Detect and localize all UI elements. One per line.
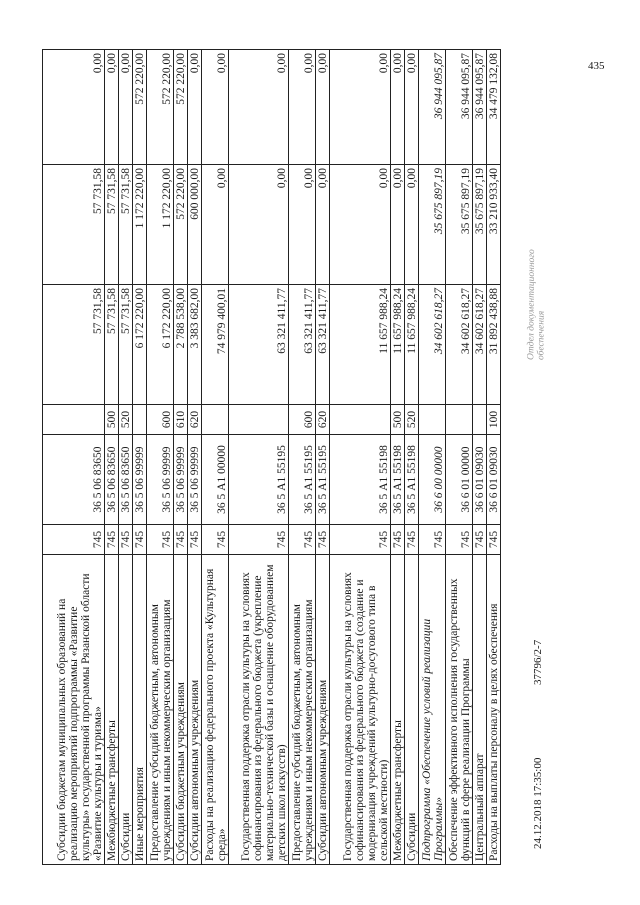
row-value-2019: 6 172 220,00 <box>133 285 147 405</box>
row-value-2021: 0,00 <box>289 50 316 165</box>
row-value-2021: 572 220,00 <box>174 50 188 165</box>
row-value-2021: 572 220,00 <box>147 50 174 165</box>
row-code: 745 <box>202 525 229 555</box>
row-name: Субсидии <box>119 555 133 865</box>
row-value-2020: 1 172 220,00 <box>147 165 174 285</box>
page-number: 435 <box>588 60 605 72</box>
table-row <box>330 50 391 865</box>
row-code: 745 <box>229 525 289 555</box>
footer-code: 37796/2-7 <box>532 639 544 685</box>
table-row <box>43 50 105 865</box>
row-target-article: 36 5 06 83650 <box>119 435 133 525</box>
row-code: 745 <box>316 525 330 555</box>
row-value-2020: 1 172 220,00 <box>133 165 147 285</box>
row-expense-type: 600 <box>289 405 316 435</box>
row-value-2020: 35 675 897,19 <box>419 165 446 285</box>
row-code: 745 <box>188 525 202 555</box>
row-value-2021: 0,00 <box>316 50 330 165</box>
row-name: Государственная поддержка отрасли культуры на условиях софинансирования из федерального бюджета (создание и модернизация учреждений культурно-досугового типа в сельской местности) <box>330 555 391 865</box>
row-name: Межбюджетные трансферты <box>105 555 119 865</box>
row-value-2019: 31 892 438,88 <box>487 285 501 405</box>
row-code: 745 <box>43 525 105 555</box>
row-value-2020: 572 220,00 <box>174 165 188 285</box>
row-expense-type: 520 <box>119 405 133 435</box>
row-value-2019: 63 321 411,77 <box>229 285 289 405</box>
table-row <box>133 50 147 865</box>
row-expense-type <box>229 405 289 435</box>
row-target-article: 36 5 06 99999 <box>174 435 188 525</box>
row-target-article: 36 5 А1 55195 <box>316 435 330 525</box>
row-value-2019: 63 321 411,77 <box>289 285 316 405</box>
row-target-article: 36 6 01 09030 <box>487 435 501 525</box>
row-target-article: 36 5 А1 55198 <box>405 435 419 525</box>
rotated-content <box>42 50 592 865</box>
table-row <box>487 50 501 865</box>
table-row <box>289 50 316 865</box>
row-target-article: 36 5 А1 55198 <box>391 435 405 525</box>
table-row <box>119 50 133 865</box>
row-code: 745 <box>405 525 419 555</box>
row-value-2019: 34 602 618,27 <box>473 285 487 405</box>
stamp-line-2: обеспечения <box>536 310 547 361</box>
table-row <box>229 50 289 865</box>
row-expense-type: 620 <box>188 405 202 435</box>
table-row <box>147 50 174 865</box>
row-value-2021: 36 944 095,87 <box>419 50 446 165</box>
row-value-2020: 57 731,58 <box>105 165 119 285</box>
row-expense-type: 620 <box>316 405 330 435</box>
row-value-2019: 34 602 618,27 <box>446 285 473 405</box>
table-row <box>473 50 487 865</box>
row-name: Государственная поддержка отрасли культуры на условиях софинансирования из федерального бюджета (укрепление материально-технической базы и оснащение оборудованием детских школ искусств) <box>229 555 289 865</box>
footer-timestamp: 24.12.2018 17:35:00 <box>532 757 544 849</box>
table-row <box>446 50 473 865</box>
row-expense-type <box>446 405 473 435</box>
row-name: Субсидии <box>405 555 419 865</box>
table-row <box>188 50 202 865</box>
row-value-2020: 0,00 <box>405 165 419 285</box>
row-expense-type <box>43 405 105 435</box>
row-target-article: 36 5 06 83650 <box>105 435 119 525</box>
row-value-2019: 3 383 682,00 <box>188 285 202 405</box>
row-value-2021: 0,00 <box>43 50 105 165</box>
row-value-2020: 600 000,00 <box>188 165 202 285</box>
budget-table <box>42 49 501 865</box>
table-row <box>316 50 330 865</box>
row-code: 745 <box>473 525 487 555</box>
row-value-2020: 0,00 <box>289 165 316 285</box>
row-target-article: 36 5 06 99999 <box>133 435 147 525</box>
row-value-2020: 57 731,58 <box>43 165 105 285</box>
row-name: Субсидии автономным учреждениям <box>316 555 330 865</box>
row-target-article: 36 6 00 00000 <box>419 435 446 525</box>
row-value-2021: 0,00 <box>391 50 405 165</box>
row-code: 745 <box>174 525 188 555</box>
row-code: 745 <box>487 525 501 555</box>
row-value-2021: 0,00 <box>188 50 202 165</box>
row-value-2020: 0,00 <box>391 165 405 285</box>
row-code: 745 <box>105 525 119 555</box>
row-target-article: 36 5 А1 55195 <box>289 435 316 525</box>
row-expense-type: 500 <box>105 405 119 435</box>
row-name: Иные мероприятия <box>133 555 147 865</box>
row-target-article: 36 5 А1 00000 <box>202 435 229 525</box>
row-expense-type <box>473 405 487 435</box>
row-expense-type: 610 <box>174 405 188 435</box>
table-row <box>174 50 188 865</box>
row-value-2020: 57 731,58 <box>119 165 133 285</box>
row-target-article: 36 6 01 00000 <box>446 435 473 525</box>
row-value-2020: 0,00 <box>229 165 289 285</box>
row-value-2021: 0,00 <box>405 50 419 165</box>
row-code: 745 <box>289 525 316 555</box>
row-name: Субсидии автономным учреждениям <box>188 555 202 865</box>
row-value-2021: 34 479 132,08 <box>487 50 501 165</box>
stamp-line-1: Отдел документационного <box>526 249 538 360</box>
row-value-2019: 6 172 220,00 <box>147 285 174 405</box>
row-value-2019: 11 657 988,24 <box>391 285 405 405</box>
row-value-2020: 33 210 933,40 <box>487 165 501 285</box>
row-code: 745 <box>147 525 174 555</box>
row-value-2021: 0,00 <box>202 50 229 165</box>
row-value-2020: 0,00 <box>316 165 330 285</box>
row-value-2019: 57 731,58 <box>105 285 119 405</box>
row-expense-type: 600 <box>147 405 174 435</box>
row-name: Предоставление субсидий бюджетным, автономным учреждениям и иным некоммерческим организациям <box>289 555 316 865</box>
row-value-2019: 11 657 988,24 <box>405 285 419 405</box>
row-code: 745 <box>133 525 147 555</box>
table-row <box>419 50 446 865</box>
row-value-2021: 0,00 <box>330 50 391 165</box>
row-target-article: 36 5 А1 55195 <box>229 435 289 525</box>
row-name: Обеспечение эффективного исполнения государственных функций в сфере реализации Программы <box>446 555 473 865</box>
row-target-article: 36 5 06 83650 <box>43 435 105 525</box>
row-code: 745 <box>446 525 473 555</box>
table-row <box>202 50 229 865</box>
row-name: Межбюджетные трансферты <box>391 555 405 865</box>
row-value-2020: 0,00 <box>202 165 229 285</box>
row-name: Предоставление субсидий бюджетным, автономным учреждениям и иным некоммерческим организациям <box>147 555 174 865</box>
row-value-2021: 0,00 <box>229 50 289 165</box>
row-expense-type: 100 <box>487 405 501 435</box>
row-name: Расходы на реализацию федерального проекта «Культурная среда» <box>202 555 229 865</box>
row-value-2019: 63 321 411,77 <box>316 285 330 405</box>
row-target-article: 36 5 06 99999 <box>188 435 202 525</box>
table-row <box>391 50 405 865</box>
row-value-2021: 36 944 095,87 <box>446 50 473 165</box>
table-row <box>405 50 419 865</box>
row-target-article: 36 5 А1 55198 <box>330 435 391 525</box>
row-expense-type <box>330 405 391 435</box>
row-expense-type: 500 <box>391 405 405 435</box>
row-value-2019: 57 731,58 <box>43 285 105 405</box>
row-expense-type: 520 <box>405 405 419 435</box>
row-value-2020: 0,00 <box>330 165 391 285</box>
row-value-2021: 0,00 <box>105 50 119 165</box>
row-name: Расходы на выплаты персоналу в целях обеспечения <box>487 555 501 865</box>
row-value-2019: 2 788 538,00 <box>174 285 188 405</box>
row-name: Подпрограмма «Обеспечение условий реализации Программы» <box>419 555 446 865</box>
row-value-2019: 11 657 988,24 <box>330 285 391 405</box>
row-value-2019: 34 602 618,27 <box>419 285 446 405</box>
row-value-2020: 35 675 897,19 <box>473 165 487 285</box>
row-code: 745 <box>391 525 405 555</box>
table-row <box>105 50 119 865</box>
row-value-2019: 57 731,58 <box>119 285 133 405</box>
row-code: 745 <box>330 525 391 555</box>
row-expense-type <box>133 405 147 435</box>
row-value-2020: 35 675 897,19 <box>446 165 473 285</box>
row-code: 745 <box>119 525 133 555</box>
row-name: Субсидии бюджетным учреждениям <box>174 555 188 865</box>
row-expense-type <box>202 405 229 435</box>
row-target-article: 36 6 01 09030 <box>473 435 487 525</box>
row-name: Центральный аппарат <box>473 555 487 865</box>
row-value-2021: 572 220,00 <box>133 50 147 165</box>
table-body <box>43 50 501 865</box>
row-target-article: 36 5 06 99999 <box>147 435 174 525</box>
row-expense-type <box>419 405 446 435</box>
row-name: Субсидии бюджетам муниципальных образований на реализацию мероприятий подпрограммы «Развитие культуры» государственной программы Рязанской области «Развитие культуры и туризма» <box>43 555 105 865</box>
row-value-2021: 36 944 095,87 <box>473 50 487 165</box>
row-value-2021: 0,00 <box>119 50 133 165</box>
department-stamp <box>526 160 547 360</box>
row-code: 745 <box>419 525 446 555</box>
row-value-2019: 74 979 400,01 <box>202 285 229 405</box>
